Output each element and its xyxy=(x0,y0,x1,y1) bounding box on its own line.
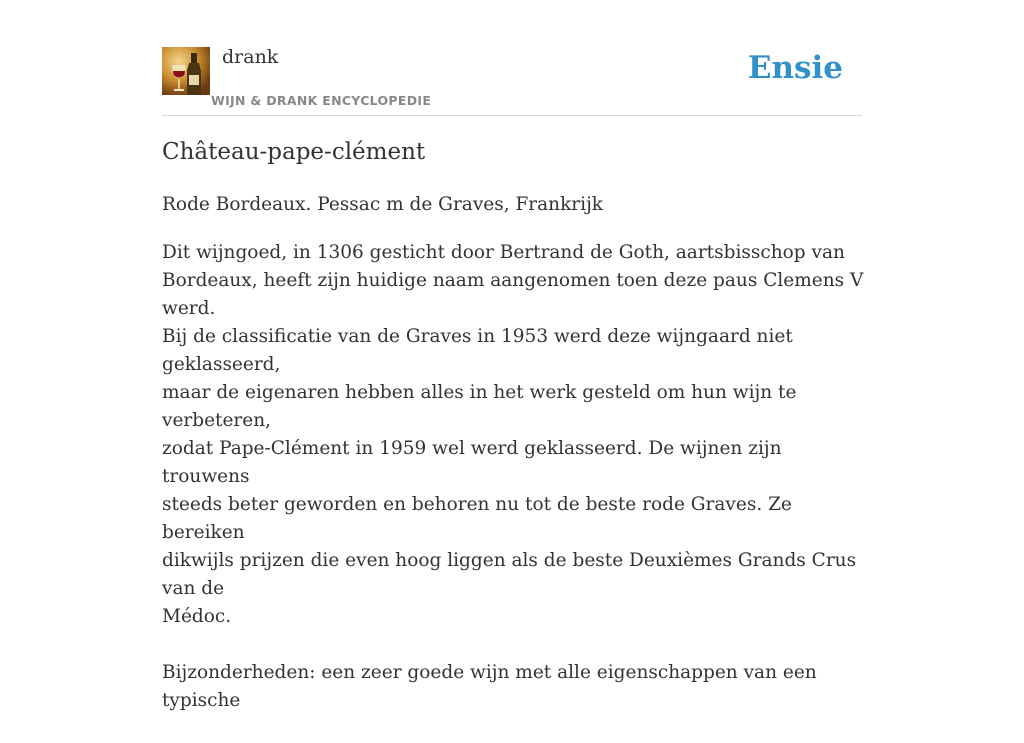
article-body xyxy=(162,239,872,743)
wine-bottle-glass-icon[interactable] xyxy=(162,47,210,95)
category-link[interactable]: drank xyxy=(222,46,279,68)
article-paragraph: Dit wijngoed, in 1306 gesticht door Bertrand de Goth, aartsbisschop van Bordeaux, heeft zijn huidige naam aangenomen toen deze paus Clemens V werd. Bij de classificatie van de Graves in 1953 werd deze wijngaard niet geklasseerd, maar de eigenaren hebben alles in het werk gesteld om hun wijn te verbeteren, zodat Pape-Clément in 1959 wel werd geklasseerd. De wijnen zijn trouwens steeds beter geworden en behoren nu tot de beste rode Graves. Ze bereiken dikwijls prijzen die even hoog liggen als de beste Deuxièmes Grands Crus van de Médoc. xyxy=(162,242,864,627)
article-paragraph: Bijzonderheden: een zeer goede wijn met alle eigenschappen van een typische xyxy=(162,662,817,711)
article-lead: Rode Bordeaux. Pessac m de Graves, Frankrijk xyxy=(162,194,604,215)
page-title: Château-pape-clément xyxy=(162,139,426,165)
brand-logo[interactable]: Ensie xyxy=(747,50,843,86)
site-header xyxy=(162,46,862,116)
encyclopedia-subtitle[interactable]: WIJN & DRANK ENCYCLOPEDIE xyxy=(211,93,432,108)
